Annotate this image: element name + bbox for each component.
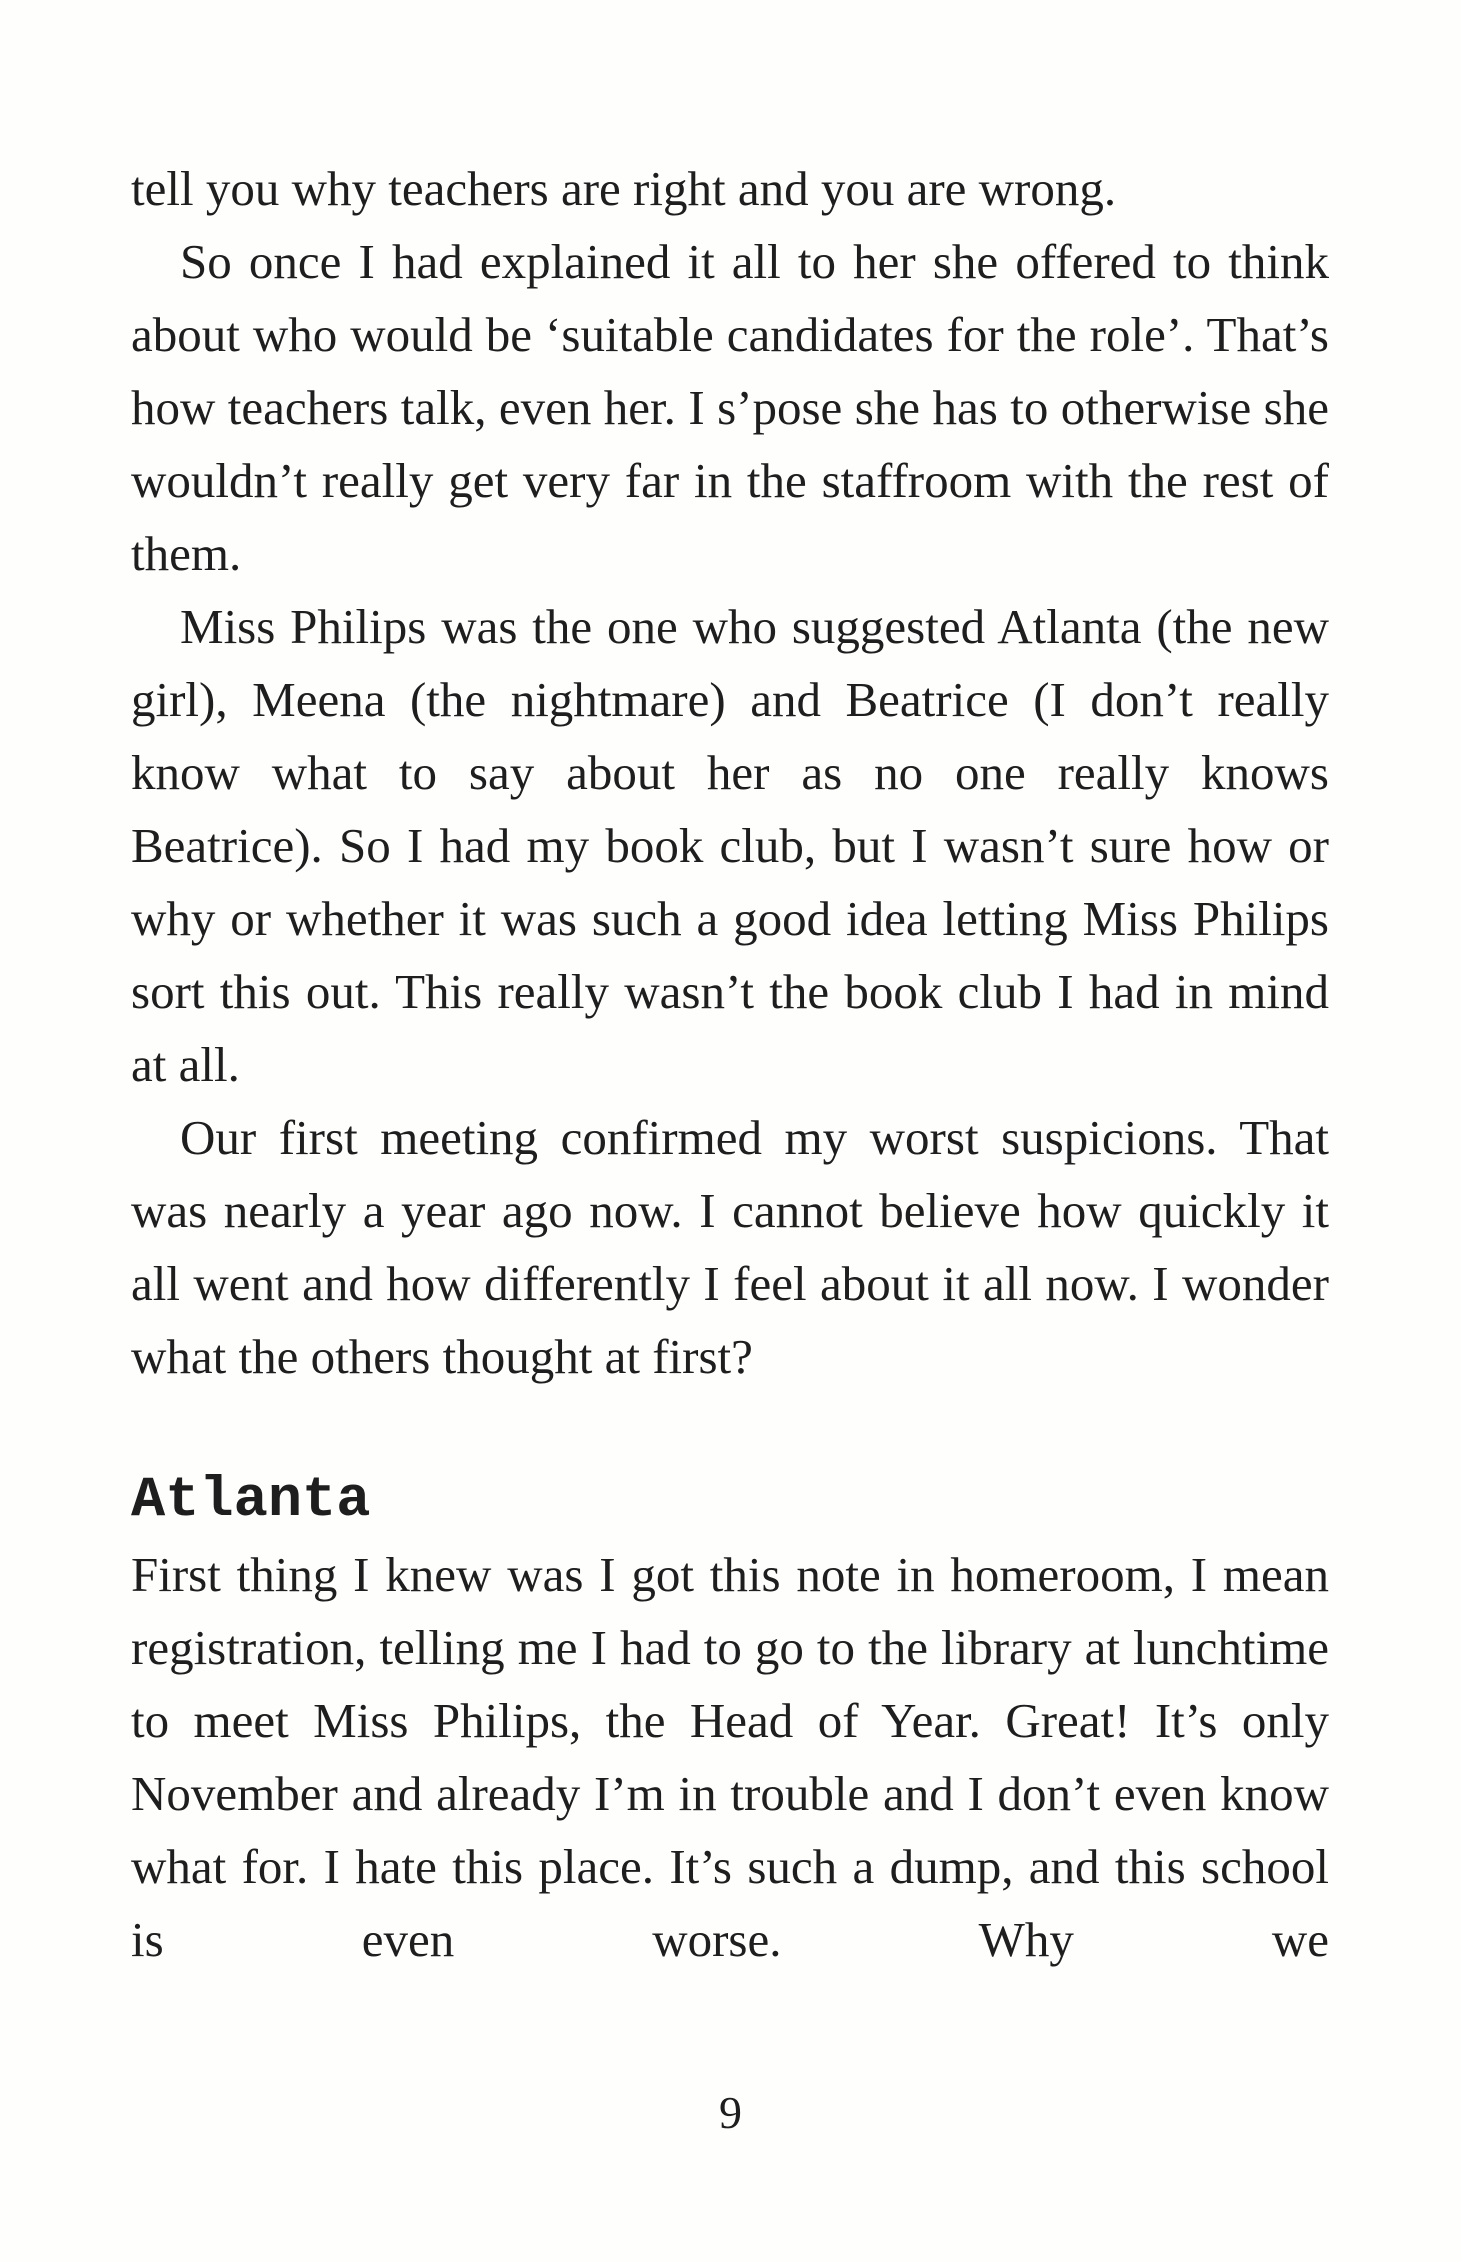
paragraph-suggestions: Miss Philips was the one who suggested Atlanta (the new girl), Meena (the nightmare) and Beatrice (I don’t really know what to say about her as no one really knows Beatrice). So I had my book club, but I wasn’t sure how or why or whether it was such a good idea letting Miss Philips sort this out. This really wasn’t the book club I had in mind at all. (131, 599, 1329, 1092)
page-number: 9 (719, 2087, 742, 2138)
paragraph-first-meeting: Our first meeting confirmed my worst suspicions. That was nearly a year ago now. I cannot believe how quickly it all went and how differently I feel about it all now. I wonder what the others thought at first? (131, 1110, 1329, 1384)
body-text-top (131, 152, 1329, 1393)
paragraph-continuation: tell you why teachers are right and you are wrong. (131, 161, 1117, 216)
paragraph-atlanta: First thing I knew was I got this note in homeroom, I mean registration, telling me I had to go to the library at lunchtime to meet Miss Philips, the Head of Year. Great! It’s only November and already I’m in trouble and I don’t even know what for. I hate this place. It’s such a dump, and this school is even worse. Why we (131, 1547, 1329, 1967)
body-text-section (131, 1538, 1329, 1976)
paragraph-candidates: So once I had explained it all to her she offered to think about who would be ‘suitable candidates for the role’. That’s how teachers talk, even her. I s’pose she has to otherwise she wouldn’t really get very far in the staffroom with the rest of them. (131, 234, 1329, 581)
section-heading: Atlanta (131, 1469, 371, 1533)
